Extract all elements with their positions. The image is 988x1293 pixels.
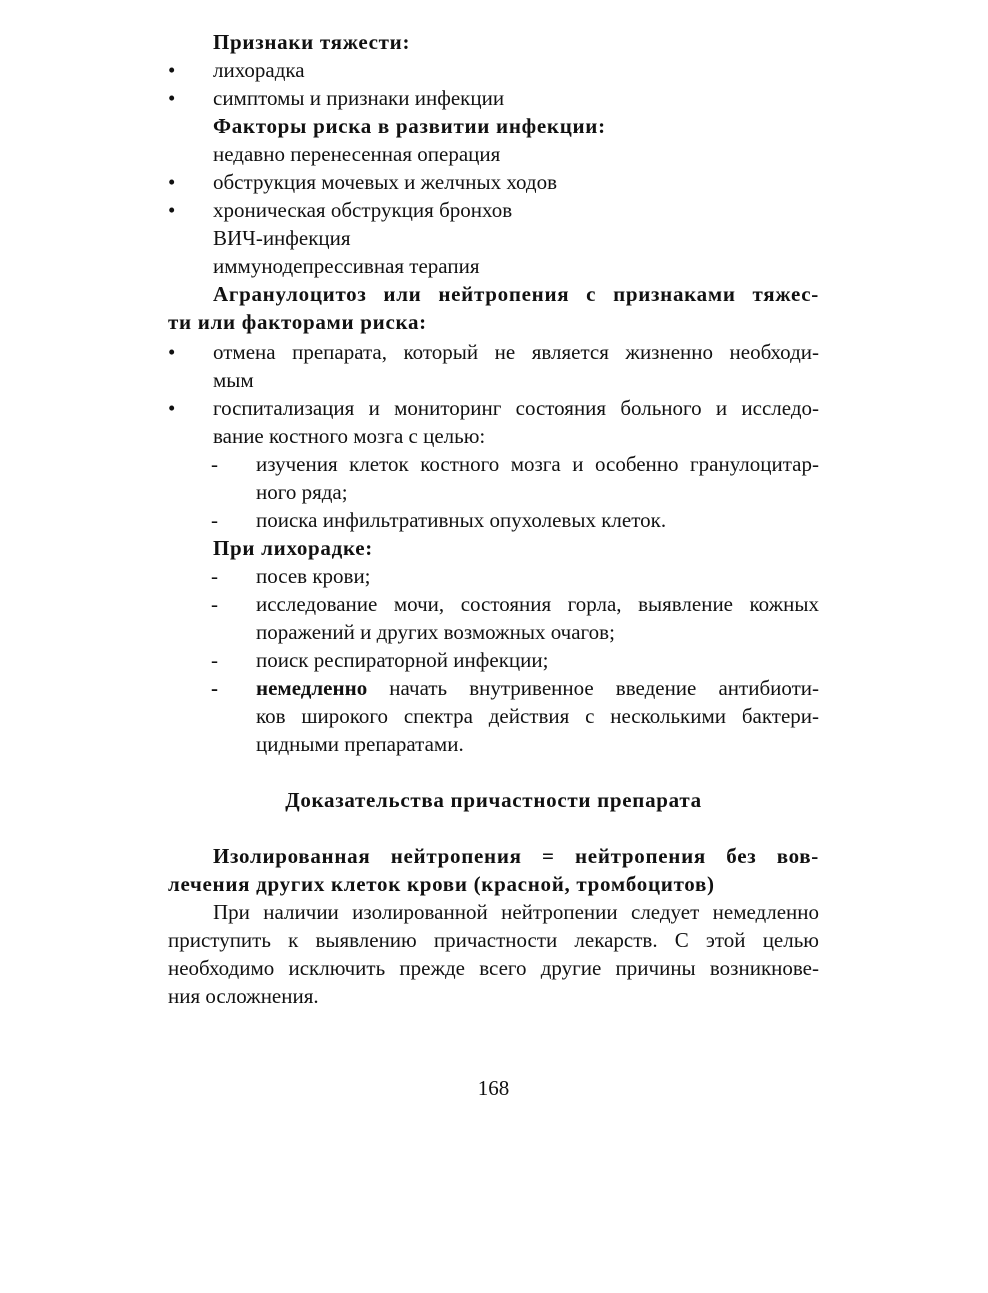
bullet-marker: • xyxy=(168,170,176,194)
dash-marker: - xyxy=(211,676,219,700)
sub-item: посев крови; xyxy=(256,564,371,588)
bullet-marker: • xyxy=(168,396,176,420)
paragraph-line: необходимо исключить прежде всего другие причины возникнове- xyxy=(168,956,819,980)
heading-fever: При лихорадке: xyxy=(213,536,373,560)
list-item-cont: вание костного мозга с целью: xyxy=(213,424,486,448)
sub-item-cont: цидными препаратами. xyxy=(256,732,464,756)
paragraph-line: ния осложнения. xyxy=(168,984,319,1008)
heading-agranulocytosis-cont: ти или факторами риска: xyxy=(168,310,427,334)
emphasis-immediately: немедленно xyxy=(256,676,368,700)
list-item: недавно перенесенная операция xyxy=(213,142,501,166)
sub-item-cont: поражений и других возможных очагов; xyxy=(256,620,615,644)
dash-marker: - xyxy=(211,564,218,588)
list-item: госпитализация и мониторинг состояния больного и исследо- xyxy=(213,396,819,420)
bullet-marker: • xyxy=(168,198,176,222)
heading-risk-factors: Факторы риска в развитии инфекции: xyxy=(213,114,606,138)
bullet-marker: • xyxy=(168,86,176,110)
paragraph-line: приступить к выявлению причастности лекарств. С этой целью xyxy=(168,928,819,952)
dash-marker: - xyxy=(211,648,218,672)
sub-item: поиск респираторной инфекции; xyxy=(256,648,549,672)
heading-isolated-neutropenia: Изолированная нейтропения = нейтропения без вов- xyxy=(213,844,819,868)
heading-isolated-neutropenia-cont: лечения других клеток крови (красной, тромбоцитов) xyxy=(168,872,715,896)
list-item: хроническая обструкция бронхов xyxy=(213,198,513,222)
heading-agranulocytosis: Агранулоцитоз или нейтропения с признаками тяжес- xyxy=(213,282,819,306)
sub-item: поиска инфильтративных опухолевых клеток. xyxy=(256,508,667,532)
list-item: отмена препарата, который не является жизненно необходи- xyxy=(213,340,819,364)
paragraph-line: При наличии изолированной нейтропении следует немедленно xyxy=(213,900,819,924)
bullet-marker: • xyxy=(168,58,176,82)
sub-item-text: начать внутривенное введение антибиоти- xyxy=(367,676,819,700)
sub-item-cont: ков широкого спектра действия с несколькими бактери- xyxy=(256,704,819,728)
sub-item xyxy=(256,674,819,702)
heading-severity-signs: Признаки тяжести: xyxy=(213,30,411,54)
list-item: лихорадка xyxy=(213,58,305,82)
bullet-marker: • xyxy=(168,340,176,364)
dash-marker: - xyxy=(211,592,218,616)
sub-item: исследование мочи, состояния горла, выявление кожных xyxy=(256,592,819,616)
sub-item: изучения клеток костного мозга и особенно гранулоцитар- xyxy=(256,452,819,476)
section-title-drug-causality: Доказательства причастности препарата xyxy=(285,788,702,812)
list-item-cont: мым xyxy=(213,368,254,392)
list-item: обструкция мочевых и желчных ходов xyxy=(213,170,558,194)
list-item: иммунодепрессивная терапия xyxy=(213,254,480,278)
sub-item-cont: ного ряда; xyxy=(256,480,348,504)
list-item: ВИЧ-инфекция xyxy=(213,226,351,250)
dash-marker: - xyxy=(211,508,218,532)
page-number: 168 xyxy=(477,1076,510,1100)
dash-marker: - xyxy=(211,452,218,476)
list-item: симптомы и признаки инфекции xyxy=(213,86,505,110)
